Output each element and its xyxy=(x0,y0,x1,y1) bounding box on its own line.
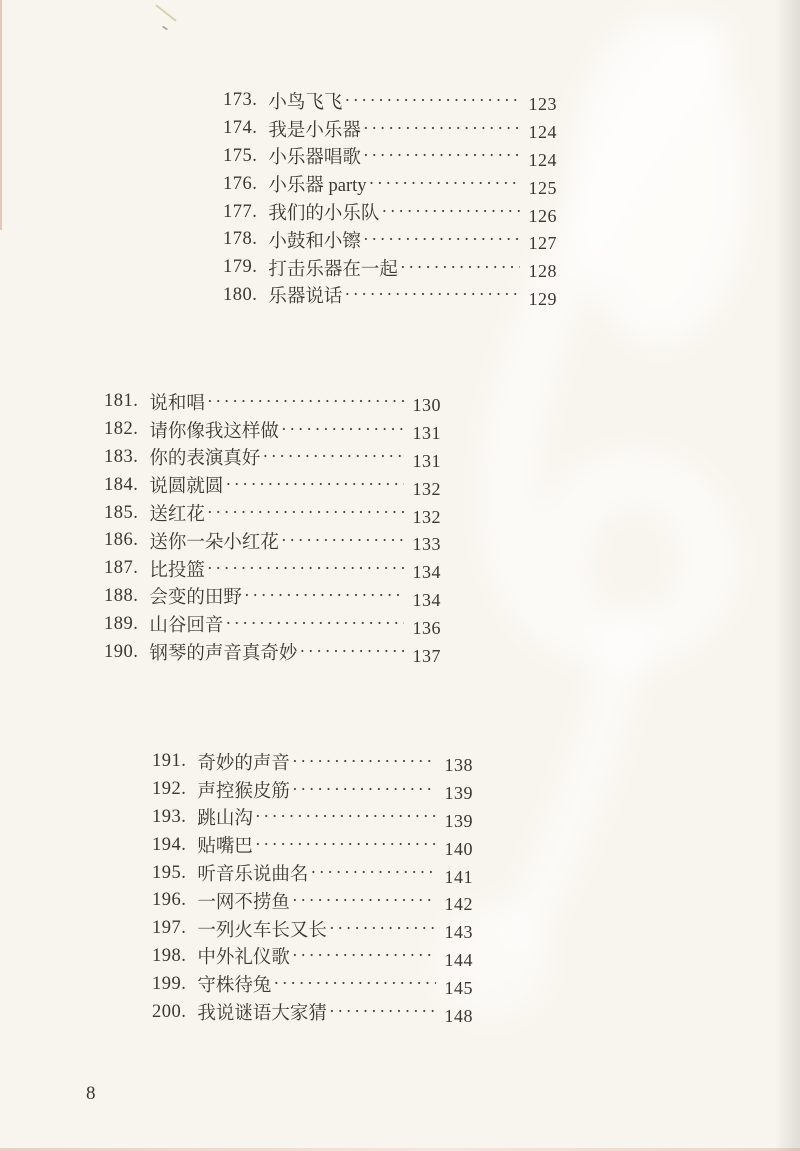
dot-leader xyxy=(207,558,404,580)
toc-entry-page: 124 xyxy=(528,122,557,143)
toc-entry-title: 说和唱 xyxy=(149,393,205,414)
dot-leader xyxy=(225,474,404,496)
toc-entry-number: 174. xyxy=(223,118,258,139)
toc-entry-number: 176. xyxy=(223,173,258,194)
toc-entry-number: 175. xyxy=(223,145,258,166)
toc-entry-page: 136 xyxy=(412,617,441,638)
toc-entry-title: 钢琴的声音真奇妙 xyxy=(149,644,298,665)
toc-entry-page: 148 xyxy=(444,1005,473,1026)
dot-leader xyxy=(292,890,436,912)
toc-entry xyxy=(152,859,473,887)
dot-leader xyxy=(262,446,404,468)
toc-entry xyxy=(152,915,473,943)
toc-entry xyxy=(104,610,441,638)
toc-entry xyxy=(223,226,557,254)
toc-entry-title: 小乐器唱歌 xyxy=(268,148,361,169)
toc-entry-title: 我们的小乐队 xyxy=(268,204,380,225)
toc-entry-page: 138 xyxy=(444,755,473,776)
toc-entry-title: 你的表演真好 xyxy=(149,449,261,470)
toc-entry-page: 129 xyxy=(528,288,557,309)
toc-entry-title: 一列火车长又长 xyxy=(197,920,327,941)
toc-entry-number: 179. xyxy=(223,257,258,278)
toc-entry-page: 133 xyxy=(412,534,441,555)
toc-entry-page: 128 xyxy=(528,261,557,282)
toc-entry-number: 178. xyxy=(223,229,258,250)
toc-entry-number: 180. xyxy=(223,284,258,305)
toc-entry-title: 我说谜语大家猜 xyxy=(197,1004,327,1025)
toc-entry-title: 守株待兔 xyxy=(197,976,272,997)
toc-entry xyxy=(152,970,473,998)
toc-entry-title: 小鼓和小镲 xyxy=(268,231,361,252)
dot-leader xyxy=(292,945,436,967)
toc-entry xyxy=(223,198,557,226)
toc-entry-title: 山谷回音 xyxy=(149,616,224,637)
toc-entry-number: 184. xyxy=(104,474,139,495)
toc-entry-title: 送红花 xyxy=(149,505,205,526)
dot-leader xyxy=(381,201,520,223)
toc-entry xyxy=(152,998,473,1026)
dot-leader xyxy=(329,918,436,940)
toc-entry-title: 中外礼仪歌 xyxy=(197,948,290,969)
toc-entry-title: 乐器说话 xyxy=(268,287,343,308)
toc-entry-number: 199. xyxy=(152,973,187,994)
toc-entry-page: 142 xyxy=(444,894,473,915)
toc-entry-title: 打击乐器在一起 xyxy=(268,259,398,280)
toc-block-181-190 xyxy=(104,388,441,666)
toc-entry-number: 185. xyxy=(104,502,139,523)
toc-entry-title: 奇妙的声音 xyxy=(197,753,290,774)
page-number: 8 xyxy=(86,1083,96,1104)
toc-entry-page: 137 xyxy=(412,645,441,666)
toc-entry-page: 134 xyxy=(412,562,441,583)
toc-entry-page: 130 xyxy=(412,395,441,416)
dot-leader xyxy=(310,862,436,884)
toc-entry-number: 173. xyxy=(223,90,258,111)
toc-entry xyxy=(104,416,441,444)
toc-entry-page: 124 xyxy=(528,149,557,170)
toc-entry-page: 139 xyxy=(444,810,473,831)
scan-edge-left xyxy=(0,0,2,230)
dot-leader xyxy=(344,284,520,306)
toc-entry-number: 195. xyxy=(152,862,187,883)
toc-entry-page: 132 xyxy=(412,506,441,527)
toc-entry xyxy=(152,748,473,776)
dot-leader xyxy=(329,1001,436,1023)
toc-entry xyxy=(104,499,441,527)
toc-entry-number: 198. xyxy=(152,945,187,966)
toc-entry-number: 191. xyxy=(152,751,187,772)
toc-entry xyxy=(152,943,473,971)
toc-entry-page: 125 xyxy=(528,177,557,198)
dot-leader xyxy=(255,834,436,856)
toc-entry-number: 186. xyxy=(104,530,139,551)
scan-edge-shadow xyxy=(774,0,800,1151)
dot-leader xyxy=(255,806,436,828)
dot-leader xyxy=(273,973,436,995)
toc-entry-number: 193. xyxy=(152,806,187,827)
toc-entry-page: 131 xyxy=(412,423,441,444)
toc-entry xyxy=(104,471,441,499)
dot-leader xyxy=(299,641,404,663)
toc-entry-number: 196. xyxy=(152,890,187,911)
dot-leader xyxy=(281,530,404,552)
toc-entry xyxy=(104,444,441,472)
toc-entry-page: 143 xyxy=(444,922,473,943)
dot-leader xyxy=(369,173,520,195)
toc-entry xyxy=(223,282,557,310)
dot-leader xyxy=(363,118,520,140)
toc-entry-title: 跳山沟 xyxy=(197,809,253,830)
toc-entry-title: 说圆就圆 xyxy=(149,477,224,498)
toc-entry xyxy=(223,170,557,198)
dot-leader xyxy=(363,145,520,167)
toc-entry-number: 188. xyxy=(104,585,139,606)
toc-entry xyxy=(152,776,473,804)
toc-entry-number: 194. xyxy=(152,834,187,855)
toc-entry-page: 140 xyxy=(444,838,473,859)
toc-block-191-200 xyxy=(152,748,473,1026)
toc-entry-title: 我是小乐器 xyxy=(268,120,361,141)
toc-entry-title: 贴嘴巴 xyxy=(197,837,253,858)
toc-entry xyxy=(223,254,557,282)
toc-entry-number: 197. xyxy=(152,918,187,939)
toc-entry-page: 131 xyxy=(412,450,441,471)
toc-entry-page: 145 xyxy=(444,977,473,998)
toc-entry-title: 比投篮 xyxy=(149,560,205,581)
toc-entry-number: 190. xyxy=(104,641,139,662)
toc-entry-title: 小乐器 party xyxy=(268,176,367,197)
scan-scratch-tip xyxy=(162,26,168,31)
toc-entry-page: 123 xyxy=(528,94,557,115)
toc-entry-page: 139 xyxy=(444,783,473,804)
toc-entry xyxy=(104,555,441,583)
toc-entry-title: 声控猴皮筋 xyxy=(197,781,290,802)
toc-entry xyxy=(104,583,441,611)
toc-entry-number: 187. xyxy=(104,558,139,579)
toc-entry xyxy=(152,831,473,859)
toc-entry-page: 134 xyxy=(412,589,441,610)
toc-entry-page: 144 xyxy=(444,949,473,970)
dot-leader xyxy=(400,257,520,279)
toc-entry xyxy=(152,804,473,832)
dot-leader xyxy=(225,613,404,635)
dot-leader xyxy=(281,419,404,441)
toc-entry xyxy=(223,143,557,171)
toc-entry-number: 181. xyxy=(104,391,139,412)
dot-leader xyxy=(244,585,404,607)
dot-leader xyxy=(207,391,404,413)
toc-entry-page: 127 xyxy=(528,233,557,254)
toc-entry-page: 132 xyxy=(412,478,441,499)
dot-leader xyxy=(344,90,520,112)
toc-entry xyxy=(223,87,557,115)
toc-entry-title: 一网不捞鱼 xyxy=(197,892,290,913)
toc-entry xyxy=(104,527,441,555)
toc-entry-number: 183. xyxy=(104,446,139,467)
toc-entry xyxy=(152,887,473,915)
toc-entry-title: 小鸟飞飞 xyxy=(268,92,343,113)
toc-entry-page: 126 xyxy=(528,205,557,226)
toc-entry-number: 200. xyxy=(152,1001,187,1022)
toc-entry xyxy=(104,388,441,416)
toc-entry-page: 141 xyxy=(444,866,473,887)
toc-entry-number: 182. xyxy=(104,419,139,440)
toc-entry-title: 会变的田野 xyxy=(149,588,242,609)
toc-entry-title: 请你像我这样做 xyxy=(149,421,279,442)
dot-leader xyxy=(292,779,436,801)
scan-scratch-mark xyxy=(155,4,177,22)
toc-entry-number: 192. xyxy=(152,779,187,800)
toc-entry xyxy=(223,115,557,143)
toc-entry xyxy=(104,638,441,666)
dot-leader xyxy=(207,502,404,524)
dot-leader xyxy=(363,229,520,251)
toc-entry-title: 听音乐说曲名 xyxy=(197,865,309,886)
toc-block-173-180 xyxy=(223,87,557,309)
toc-entry-title: 送你一朵小红花 xyxy=(149,532,279,553)
dot-leader xyxy=(292,751,436,773)
toc-entry-number: 177. xyxy=(223,201,258,222)
toc-entry-number: 189. xyxy=(104,613,139,634)
